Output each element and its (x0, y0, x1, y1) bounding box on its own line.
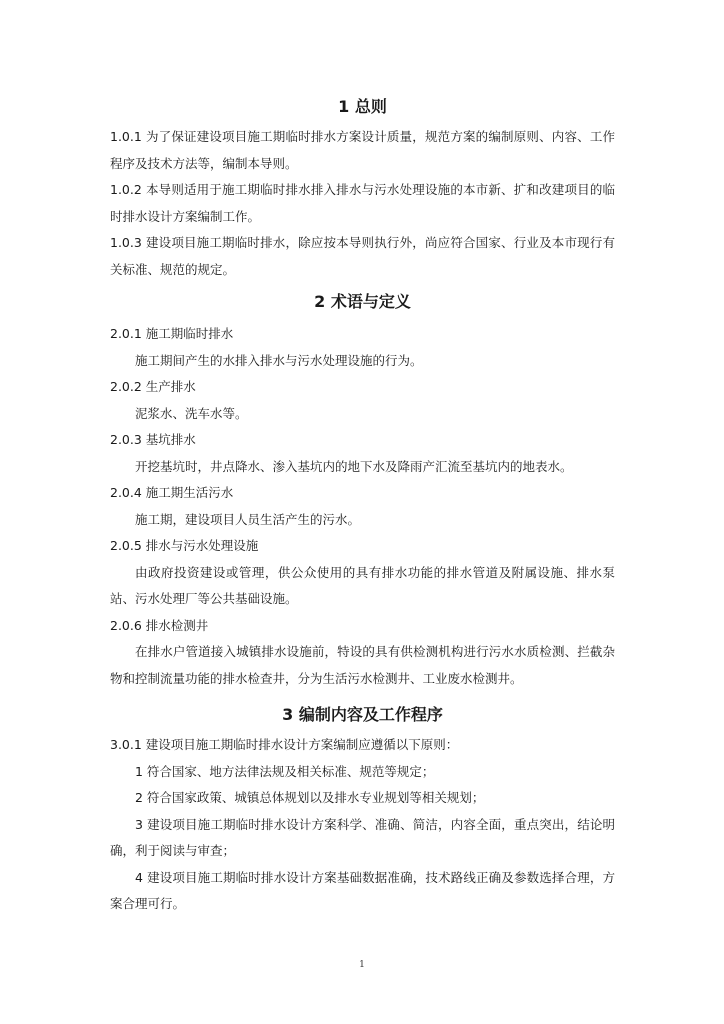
section-title-2: 2 术语与定义 (314, 292, 411, 311)
principle-item: 3 建设项目施工期临时排水设计方案科学、准确、简洁，内容全面，重点突出，结论明确，利于阅读与审查； (110, 816, 615, 858)
term-definition: 施工期间产生的水排入排水与污水处理设施的行为。 (135, 352, 423, 368)
term-definition: 由政府投资建设或管理，供公众使用的具有排水功能的排水管道及附属设施、排水泵站、污水处理厂等公共基础设施。 (110, 564, 615, 606)
term-definition: 开挖基坑时，井点降水、渗入基坑内的地下水及降雨产汇流至基坑内的地表水。 (135, 458, 573, 474)
principle-item: 4 建设项目施工期临时排水设计方案基础数据准确，技术路线正确及参数选择合理，方案合理可行。 (110, 869, 615, 911)
principle-item: 1 符合国家、地方法律法规及相关标准、规范等规定； (135, 763, 435, 779)
clause-1-0-2: 1.0.2 本导则适用于施工期临时排水排入排水与污水处理设施的本市新、扩和改建项目的临时排水设计方案编制工作。 (110, 182, 615, 224)
term-definition: 泥浆水、洗车水等。 (135, 405, 248, 421)
page-number: 1 (359, 960, 365, 970)
section-title-1: 1 总则 (338, 97, 387, 116)
term-heading: 2.0.1 施工期临时排水 (110, 326, 234, 341)
principle-item: 2 符合国家政策、城镇总体规划以及排水专业规划等相关规划； (135, 790, 485, 805)
page-content (110, 92, 615, 918)
term-definition: 在排水户管道接入城镇排水设施前，特设的具有供检测机构进行污水水质检测、拦截杂物和控制流量功能的排水检查井，分为生活污水检测井、工业废水检测井。 (110, 644, 615, 686)
term-heading: 2.0.4 施工期生活污水 (110, 485, 234, 500)
term-heading: 2.0.3 基坑排水 (110, 432, 196, 447)
section-title-3: 3 编制内容及工作程序 (282, 705, 443, 724)
term-definition: 施工期，建设项目人员生活产生的污水。 (135, 511, 361, 527)
clause-3-0-1: 3.0.1 建设项目施工期临时排水设计方案编制应遵循以下原则： (110, 737, 459, 752)
clause-1-0-1: 1.0.1 为了保证建设项目施工期临时排水方案设计质量，规范方案的编制原则、内容、工作程序及技术方法等，编制本导则。 (110, 129, 615, 171)
clause-1-0-3: 1.0.3 建设项目施工期临时排水，除应按本导则执行外，尚应符合国家、行业及本市现行有关标准、规范的规定。 (110, 235, 615, 277)
term-heading: 2.0.2 生产排水 (110, 379, 196, 394)
term-heading: 2.0.5 排水与污水处理设施 (110, 538, 259, 553)
term-heading: 2.0.6 排水检测井 (110, 617, 209, 633)
